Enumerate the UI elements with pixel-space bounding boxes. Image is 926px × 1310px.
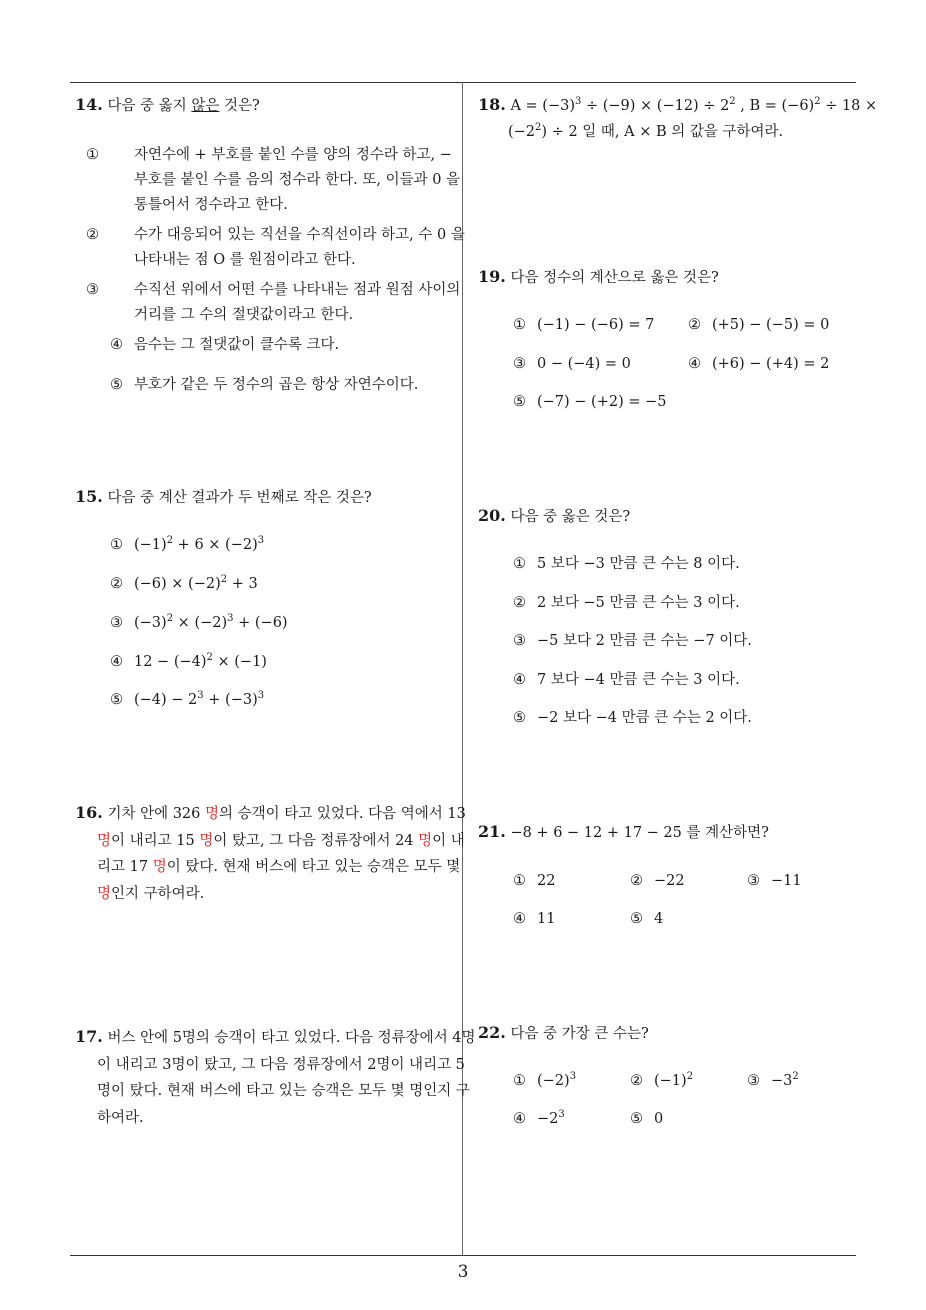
question-stem: 기차 안에 326 명의 승객이 타고 있었다. 다음 역에서 13 명이 내리고 15 명이 탔고, 그 다음 정류장에서 24 명이 내리고 17 명이 탔다. 현재 버스에 타고 있는 승객은 모두 몇 명인지 구하여라. — [97, 806, 466, 902]
option-2[interactable]: ② 2 보다 −5 만큼 큰 수는 3 이다. — [513, 595, 740, 611]
option-2[interactable]: ② (+5) − (−5) = 0 — [688, 317, 830, 333]
question-number: 15. — [75, 487, 103, 506]
question-number: 18. — [478, 95, 506, 114]
question-stem: 다음 중 가장 큰 수는? — [510, 1026, 649, 1042]
page-number: 3 — [457, 1262, 469, 1282]
question-20 — [478, 503, 848, 530]
option-4[interactable]: ④ (+6) − (+4) = 2 — [688, 356, 830, 372]
option-3[interactable]: ③ $(-3)^2 \times (-2)^3 + (-6)$ — [110, 613, 288, 631]
option-3[interactable]: ③ 0 − (−4) = 0 — [513, 356, 631, 372]
option-4[interactable]: ④ $-2^3$ — [513, 1109, 565, 1127]
question-stem: 다음 중 옳은 것은? — [510, 509, 631, 525]
question-19 — [478, 264, 848, 291]
question-stem: 버스 안에 5명의 승객이 타고 있었다. 다음 정류장에서 4명이 내리고 3명이 탔고, 그 다음 정류장에서 2명이 내리고 5명이 탔다. 현재 버스에 타고 있는 승객은 모두 몇 명인지 구하여라. — [97, 1030, 476, 1126]
option-4[interactable]: ④ 7 보다 −4 만큼 큰 수는 3 이다. — [513, 672, 740, 688]
question-stem: 다음 정수의 계산으로 옳은 것은? — [510, 270, 719, 286]
question-number: 22. — [478, 1023, 506, 1042]
question-stem: 다음 중 옳지 않은 것은? — [107, 98, 260, 114]
question-number: 17. — [75, 1027, 103, 1046]
option-4[interactable]: ④ 음수는 그 절댓값이 클수록 크다. — [110, 337, 340, 353]
option-2[interactable]: ② $(-6) \times (-2)^2 + 3$ — [110, 574, 258, 592]
question-stem: 다음 중 계산 결과가 두 번째로 작은 것은? — [107, 490, 372, 506]
question-14 — [75, 92, 455, 119]
option-3[interactable]: ③ 수직선 위에서 어떤 수를 나타내는 점과 원점 사이의 거리를 그 수의 절댓값이라고 한다. — [86, 282, 461, 323]
option-5[interactable]: ⑤ $(-4) - 2^3 + (-3)^3$ — [110, 690, 265, 708]
option-3[interactable]: ③ −5 보다 2 만큼 큰 수는 −7 이다. — [513, 633, 752, 649]
option-1[interactable]: ① 5 보다 −3 만큼 큰 수는 8 이다. — [513, 556, 740, 572]
question-number: 16. — [75, 803, 103, 822]
question-17 — [75, 1024, 477, 1131]
option-4[interactable]: ④ $12 - (-4)^2 \times (-1)$ — [110, 652, 267, 670]
option-1[interactable]: ① $(-1)^2 + 6 \times (-2)^3$ — [110, 535, 265, 553]
option-2[interactable]: ② −22 — [630, 873, 685, 889]
option-1[interactable]: ① 자연수에 + 부호를 붙인 수를 양의 정수라 하고, − 부호를 붙인 수를 음의 정수라 한다. 또, 이들과 0 을 통틀어서 정수라고 한다. — [86, 147, 461, 213]
question-stem: $A = (-3)^3 \div (-9) \times (-12) \div 2^2$ , $B = (-6)^2 \div 18 \times (-2^2) \div 2$ 일 때, A × B 의 값을 구하여라. — [508, 96, 878, 140]
question-18 — [478, 92, 890, 145]
option-5[interactable]: ⑤ (−7) − (+2) = −5 — [513, 394, 667, 410]
option-4[interactable]: ④ 11 — [513, 911, 556, 927]
question-number: 14. — [75, 95, 103, 114]
question-stem: −8 + 6 − 12 + 17 − 25 를 계산하면? — [510, 825, 769, 841]
question-21 — [478, 819, 848, 846]
option-1[interactable]: ① $(-2)^3$ — [513, 1071, 577, 1089]
option-3[interactable]: ③ $-3^2$ — [747, 1071, 799, 1089]
question-15 — [75, 484, 455, 511]
option-3[interactable]: ③ −11 — [747, 873, 802, 889]
question-16 — [75, 800, 477, 907]
question-number: 19. — [478, 267, 506, 286]
option-5[interactable]: ⑤ 4 — [630, 911, 664, 927]
option-1[interactable]: ① 22 — [513, 873, 556, 889]
question-22 — [478, 1020, 848, 1047]
question-number: 20. — [478, 506, 506, 525]
option-1[interactable]: ① (−1) − (−6) = 7 — [513, 317, 655, 333]
question-number: 21. — [478, 822, 506, 841]
option-5[interactable]: ⑤ −2 보다 −4 만큼 큰 수는 2 이다. — [513, 710, 752, 726]
top-rule — [70, 82, 856, 83]
option-5[interactable]: ⑤ 부호가 같은 두 정수의 곱은 항상 자연수이다. — [110, 377, 419, 393]
option-5[interactable]: ⑤ 0 — [630, 1111, 664, 1127]
option-2[interactable]: ② 수가 대응되어 있는 직선을 수직선이라 하고, 수 0 을 나타내는 점 O 를 원점이라고 한다. — [86, 227, 465, 268]
bottom-rule — [70, 1255, 856, 1256]
option-2[interactable]: ② $(-1)^2$ — [630, 1071, 694, 1089]
